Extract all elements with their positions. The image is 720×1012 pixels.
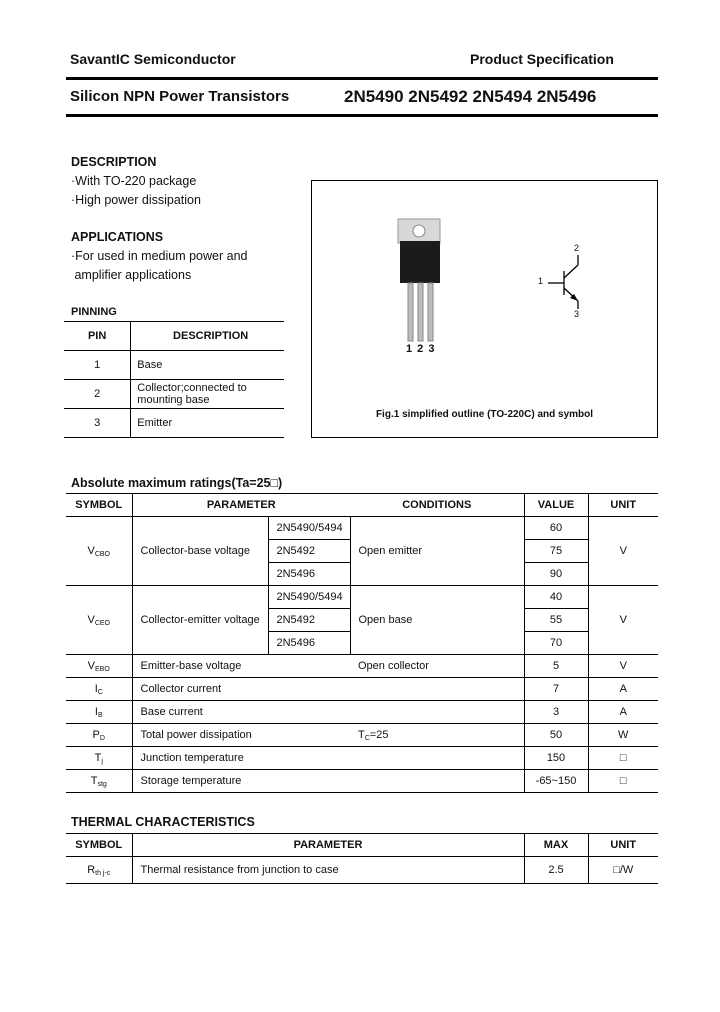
unit-cell: V [588,517,658,586]
value-header: VALUE [524,494,588,517]
value-cell: 150 [524,747,588,770]
unit-cell: □ [588,747,658,770]
unit-header: UNIT [588,834,658,857]
symbol-label-emitter: 3 [574,309,580,319]
header-rule-bottom [66,114,658,117]
condition-cell [350,701,524,724]
to220-package-drawing [312,181,657,437]
applications-title: APPLICATIONS [71,230,164,244]
pin-number: 3 [64,409,131,438]
thermal-table [66,833,658,884]
table-row [64,351,284,380]
value-cell: -65~150 [524,770,588,793]
pin-description: Emitter [131,409,284,438]
value-cell: 60 [524,517,588,540]
transistor-symbol [548,255,578,309]
part-cell: 2N5490/5494 [268,517,350,540]
company-name: SavantIC Semiconductor [70,51,236,67]
pin-labels: 1 2 3 [406,343,436,355]
condition-cell [350,747,524,770]
table-row [66,747,658,770]
value-cell: 55 [524,609,588,632]
figure-caption: Fig.1 simplified outline (TO-220C) and symbol [375,409,594,420]
applications-item: ·For used in medium power and [71,249,248,263]
value-cell: 5 [524,655,588,678]
table-row [66,586,658,609]
description-item: ·High power dissipation [71,193,201,207]
unit-cell: A [588,678,658,701]
symbol-header: SYMBOL [66,494,132,517]
unit-cell: □/W [588,857,658,884]
condition-cell: $T_C=25$ [350,724,524,747]
parameter-cell: Storage temperature [132,770,350,793]
table-row [66,770,658,793]
parameter-cell: Junction temperature [132,747,350,770]
condition-cell: Open base [350,586,524,655]
pin-number: 2 [64,380,131,409]
part-cell: 2N5490/5494 [268,586,350,609]
table-row [66,655,658,678]
package-figure [311,180,658,438]
table-row [66,724,658,747]
table-row [66,701,658,724]
mounting-hole [413,225,425,237]
part-numbers: 2N5490 2N5492 2N5494 2N5496 [344,87,597,106]
ratings-title: Absolute maximum ratings(Ta=25□) [71,476,283,490]
part-cell: 2N5496 [268,632,350,655]
pin-desc-header: DESCRIPTION [131,322,284,351]
doc-type: Product Specification [470,51,614,67]
symbol-header: SYMBOL [66,834,132,857]
description-item: ·With TO-220 package [71,174,197,188]
parameter-cell: Thermal resistance from junction to case [132,857,524,884]
condition-cell: Open collector [350,655,524,678]
table-row [66,517,658,540]
value-cell: 50 [524,724,588,747]
pin-number: 1 [64,351,131,380]
unit-header: UNIT [588,494,658,517]
pinning-title: PINNING [71,306,117,318]
value-cell: 3 [524,701,588,724]
symbol-cell: $P_D$ [66,724,132,747]
symbol-cell: $I_B$ [66,701,132,724]
lead-1 [408,283,413,341]
symbol-label-collector: 2 [574,243,580,253]
value-cell: 7 [524,678,588,701]
lead-2 [418,283,423,341]
table-row [64,409,284,438]
parameter-cell: Collector current [132,678,350,701]
parameter-cell: Total power dissipation [132,724,350,747]
symbol-cell: $T_{stg}$ [66,770,132,793]
part-cell: 2N5492 [268,540,350,563]
max-cell: 2.5 [524,857,588,884]
unit-cell: □ [588,770,658,793]
symbol-cell: $I_C$ [66,678,132,701]
part-cell: 2N5492 [268,609,350,632]
pinning-table [64,321,284,438]
thermal-title: THERMAL CHARACTERISTICS [71,815,255,829]
symbol-cell: $T_j$ [66,747,132,770]
value-cell: 90 [524,563,588,586]
condition-cell [350,678,524,701]
parameter-cell: Base current [132,701,350,724]
pin-header: PIN [64,322,131,351]
parameter-cell: Collector-base voltage [132,517,268,586]
unit-cell: W [588,724,658,747]
table-row [64,380,284,409]
max-header: MAX [524,834,588,857]
applications-item: amplifier applications [71,268,192,282]
header-rule-top [66,77,658,80]
parameter-header: PARAMETER [132,494,350,517]
parameter-cell: Collector-emitter voltage [132,586,268,655]
product-line: Silicon NPN Power Transistors [70,88,290,105]
condition-cell: Open emitter [350,517,524,586]
symbol-label-base: 1 [538,276,544,286]
symbol-cell: $V_{CBO}$ [66,517,132,586]
pin-description: Collector;connected to mounting base [131,380,284,409]
value-cell: 70 [524,632,588,655]
unit-cell: V [588,586,658,655]
symbol-cell: $V_{EBO}$ [66,655,132,678]
value-cell: 40 [524,586,588,609]
table-row [66,857,658,884]
lead-3 [428,283,433,341]
ratings-table [66,493,658,793]
unit-cell: A [588,701,658,724]
value-cell: 75 [524,540,588,563]
parameter-header: PARAMETER [132,834,524,857]
description-title: DESCRIPTION [71,155,157,169]
parameter-cell: Emitter-base voltage [132,655,350,678]
symbol-cell: $V_{CEO}$ [66,586,132,655]
package-body [400,241,440,283]
conditions-header: CONDITIONS [350,494,524,517]
part-cell: 2N5496 [268,563,350,586]
condition-cell [350,770,524,793]
table-row [66,678,658,701]
unit-cell: V [588,655,658,678]
symbol-cell: $R_{th j-c}$ [66,857,132,884]
pin-description: Base [131,351,284,380]
